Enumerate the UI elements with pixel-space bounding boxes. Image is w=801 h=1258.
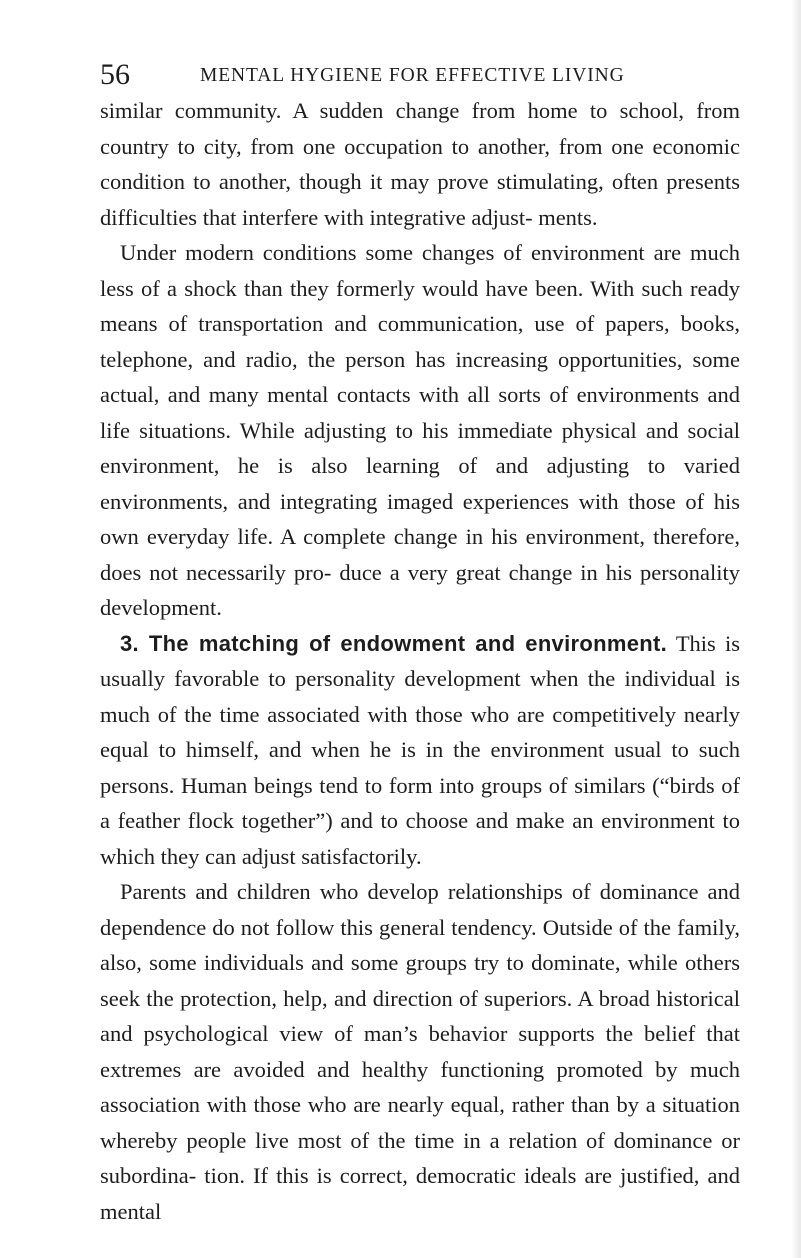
section-heading: 3. The matching of endowment and environment.	[120, 630, 668, 656]
running-title: MENTAL HYGIENE FOR EFFECTIVE LIVING	[200, 65, 625, 86]
page-edge-shadow	[791, 0, 801, 1258]
page-number: 56	[100, 58, 130, 91]
running-head	[100, 58, 740, 94]
paragraph-matching-text: This is usually favorable to personality development when the individual is much of the time associated with those who are competitively nearly equal to himself, and when he is in the environment usual to such persons. Human beings tend to form into groups of similars (“birds of a feather flock together”) and to choose and make an environment to which they can adjust satisfactorily.	[100, 630, 741, 869]
paragraph-continued: similar community. A sudden change from home to school, from country to city, from one occupation to another, from one economic condition to another, though it may prove stimulating, often presents difficulties that interfere with integrative adjust- ments.	[100, 98, 740, 230]
paragraph-parents-children: Parents and children who develop relationships of dominance and dependence do not follow this general tendency. Outside of the family, also, some individuals and some groups try to dominate, while others seek the protection, help, and direction of superiors. A broad historical and psychological view of man’s behavior supports the belief that extremes are avoided and healthy functioning promoted by much association with those who are nearly equal, rather than by a situation whereby people live most of the time in a relation of dominance or subordina- tion. If this is correct, democratic ideals are justified, and mental	[100, 879, 740, 1224]
paragraph-matching	[100, 626, 740, 875]
body-text	[100, 93, 740, 1229]
paragraph-modern-conditions: Under modern conditions some changes of environment are much less of a shock than they formerly would have been. With such ready means of transportation and communication, use of papers, books, telephone, and radio, the person has increasing opportunities, some actual, and many mental contacts with all sorts of environments and life situations. While adjusting to his immediate physical and social environment, he is also learning of and adjusting to varied environments, and integrating imaged experiences with those of his own everyday life. A complete change in his environment, therefore, does not necessarily pro- duce a very great change in his personality development.	[100, 240, 740, 620]
